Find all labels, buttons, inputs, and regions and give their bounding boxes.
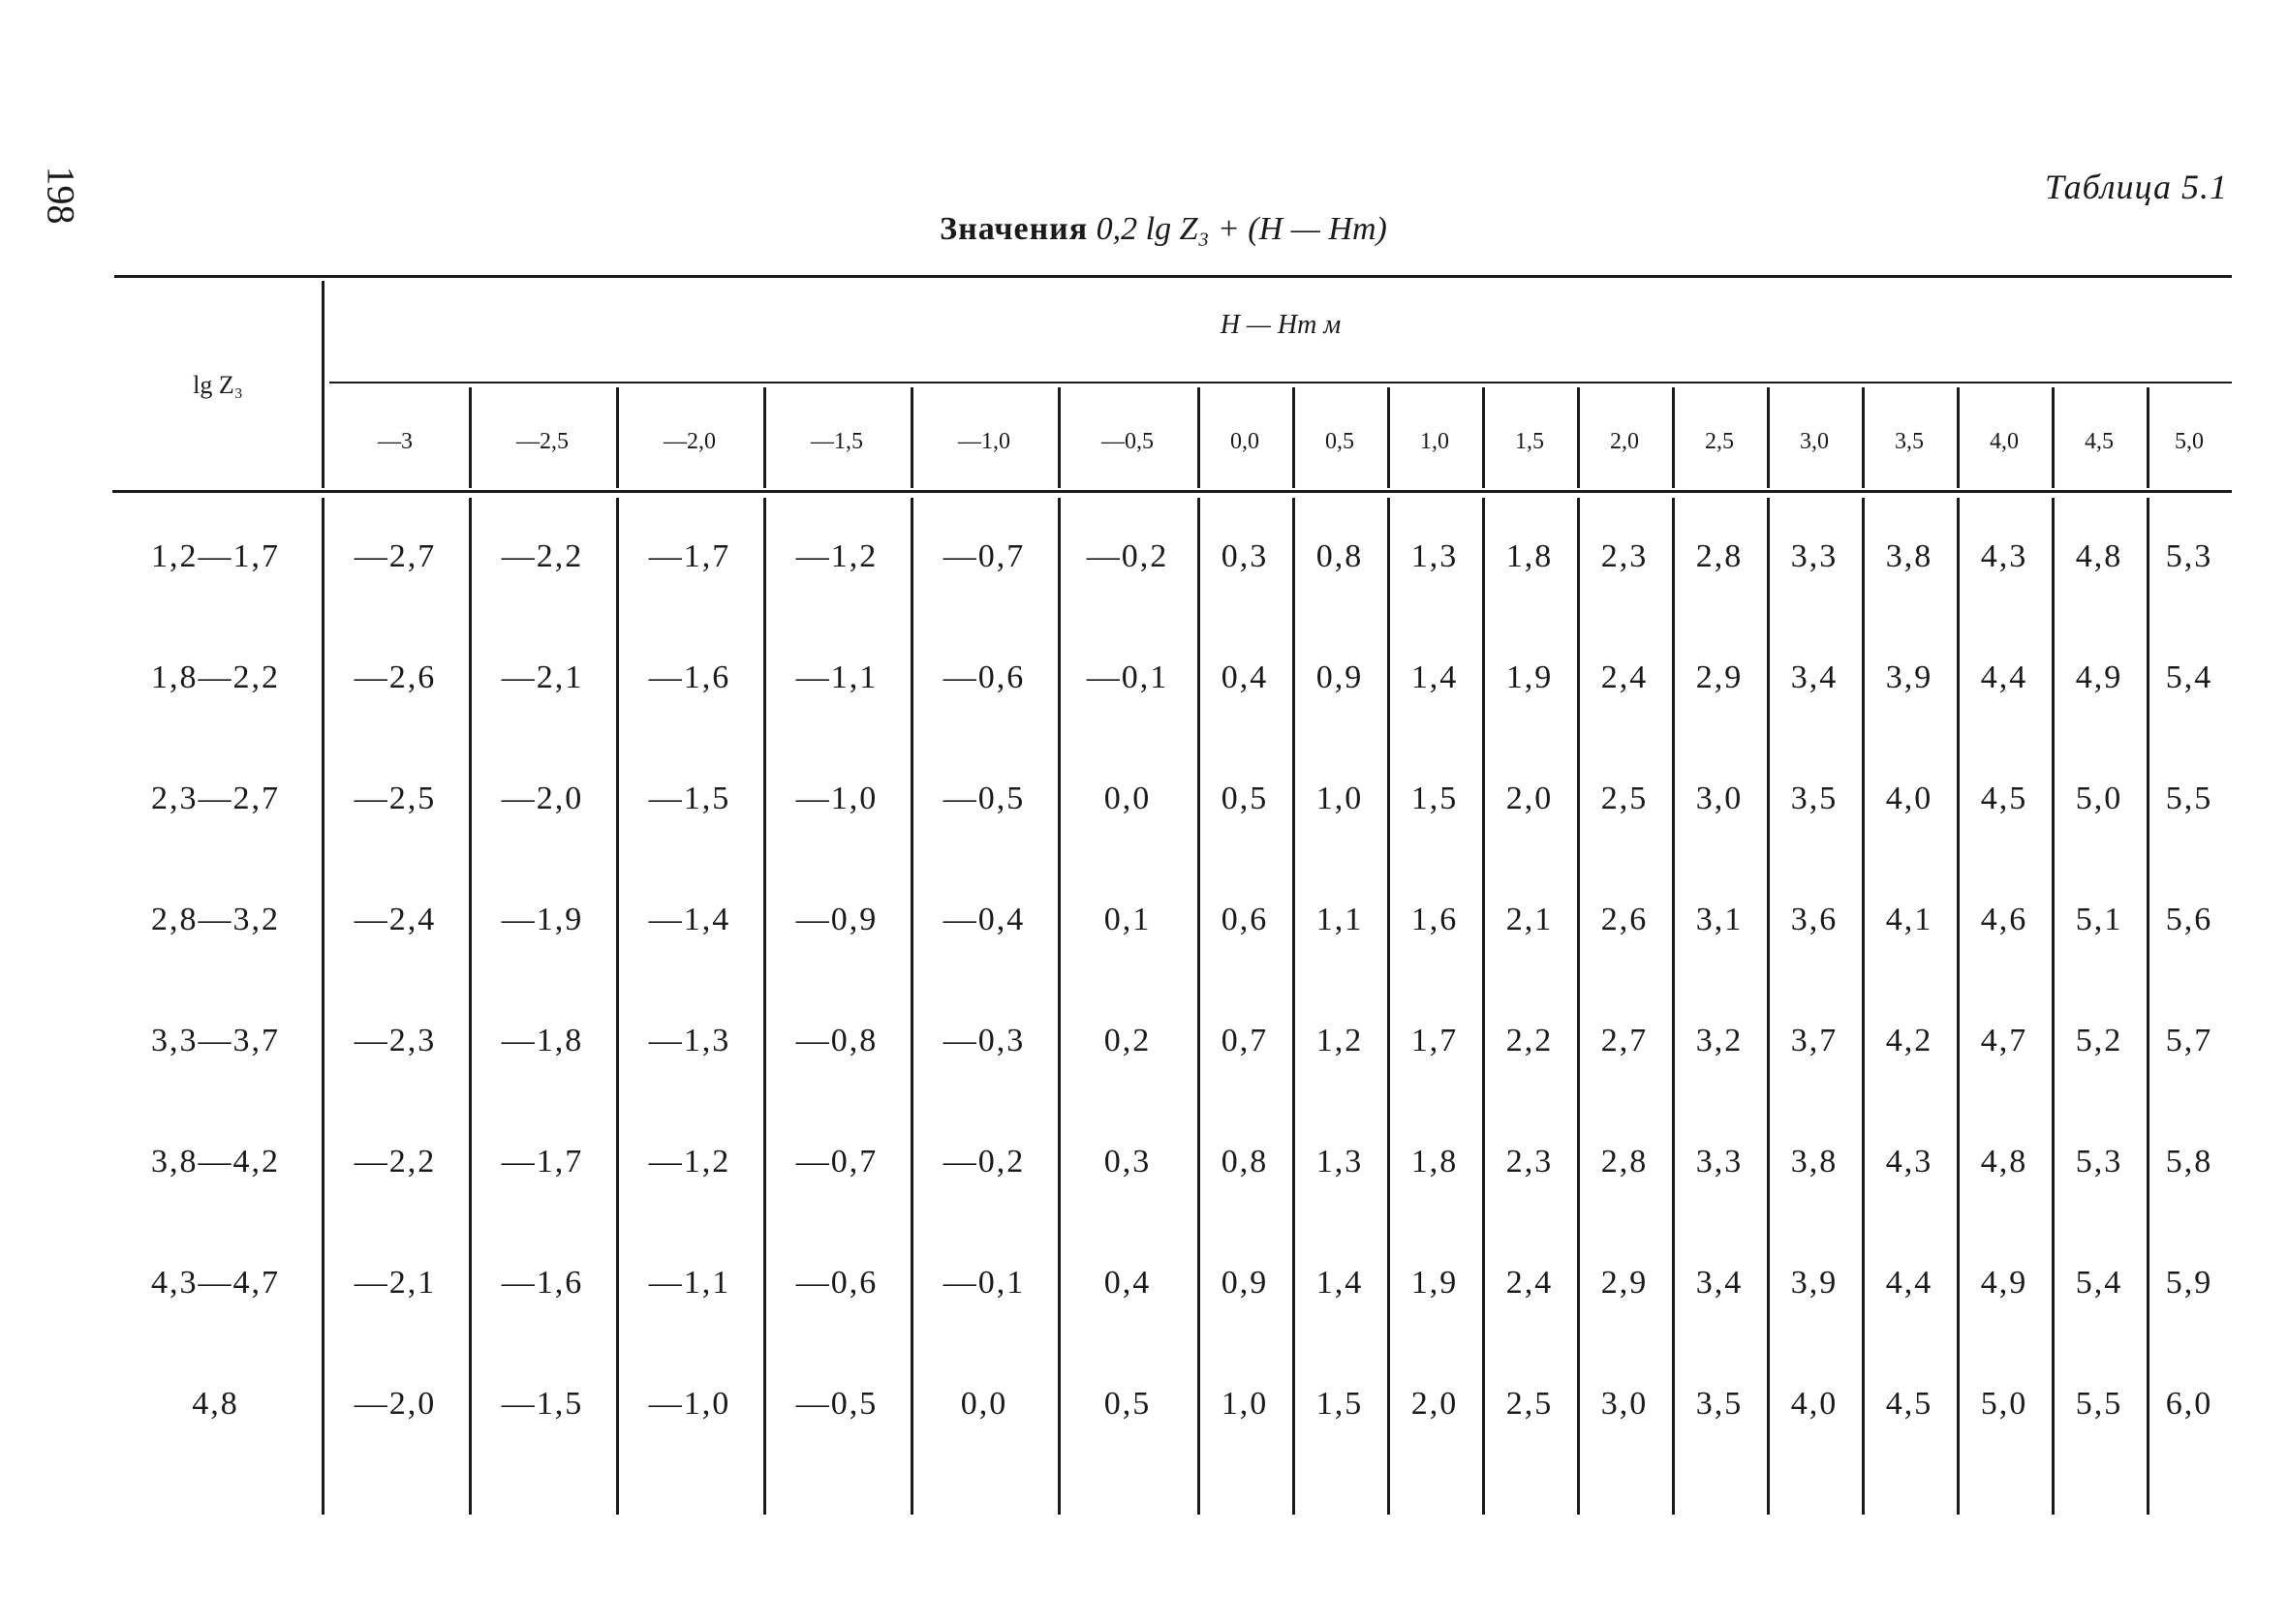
table-cell: 1,8 <box>1410 1144 1459 1180</box>
column-header: 0,0 <box>1230 429 1259 454</box>
table-top-rule <box>114 275 2232 278</box>
table-cell: 0,6 <box>1221 902 1269 937</box>
table-cell: 3,4 <box>1695 1265 1744 1301</box>
table-cell: 4,0 <box>1885 781 1933 816</box>
table-cell: —2,3 <box>354 1023 437 1058</box>
table-cell: 3,8 <box>1790 1144 1839 1180</box>
table-cell: —0,2 <box>943 1144 1026 1180</box>
table-cell: —2,4 <box>354 902 437 937</box>
table-cell: 5,0 <box>1980 1386 2028 1422</box>
table-cell: 2,5 <box>1505 1386 1554 1422</box>
table-cell: —0,1 <box>1086 659 1169 695</box>
body-column-divider <box>1767 498 1770 1515</box>
table-cell: 5,4 <box>2075 1265 2123 1301</box>
body-column-divider <box>2052 498 2055 1515</box>
column-header: 3,5 <box>1895 429 1924 454</box>
table-cell: 1,7 <box>1410 1023 1459 1058</box>
column-header: 4,0 <box>1990 429 2019 454</box>
table-cell: 3,1 <box>1695 902 1744 937</box>
table-cell: —0,6 <box>943 659 1026 695</box>
table-cell: 1,4 <box>1410 659 1459 695</box>
body-column-divider <box>1197 498 1200 1515</box>
table-cell: 4,2 <box>1885 1023 1933 1058</box>
table-cell: 1,9 <box>1505 659 1554 695</box>
table-cell: 4,9 <box>2075 659 2123 695</box>
body-column-divider <box>1862 498 1865 1515</box>
table-cell: 5,2 <box>2075 1023 2123 1058</box>
table-cell: 2,3 <box>1505 1144 1554 1180</box>
table-cell: 2,0 <box>1410 1386 1459 1422</box>
table-cell: —2,1 <box>501 659 584 695</box>
table-cell: —2,6 <box>354 659 437 695</box>
table-cell: —1,5 <box>501 1386 584 1422</box>
table-cell: 3,3 <box>1695 1144 1744 1180</box>
table-cell: —1,6 <box>501 1265 584 1301</box>
table-cell: 5,3 <box>2165 538 2213 574</box>
table-cell: 0,0 <box>1103 781 1152 816</box>
table-cell: 3,2 <box>1695 1023 1744 1058</box>
table-cell: 0,3 <box>1103 1144 1152 1180</box>
body-column-divider <box>1957 498 1960 1515</box>
table-cell: —0,3 <box>943 1023 1026 1058</box>
table-cell: 1,3 <box>1410 538 1459 574</box>
table-cell: 1,0 <box>1315 781 1364 816</box>
table-title <box>0 211 2288 248</box>
table-cell: 4,3 <box>1980 538 2028 574</box>
table-cell: —2,5 <box>354 781 437 816</box>
row-label: 3,3—3,7 <box>151 1023 280 1058</box>
table-cell: —0,2 <box>1086 538 1169 574</box>
row-label: 2,8—3,2 <box>151 902 280 937</box>
table-cell: 5,9 <box>2165 1265 2213 1301</box>
column-header: 4,5 <box>2085 429 2114 454</box>
table-cell: 3,3 <box>1790 538 1839 574</box>
table-cell: 2,7 <box>1600 1023 1649 1058</box>
table-cell: —1,9 <box>501 902 584 937</box>
body-column-divider <box>763 498 766 1515</box>
table-cell: 5,8 <box>2165 1144 2213 1180</box>
table-cell: —2,0 <box>501 781 584 816</box>
table-cell: 1,1 <box>1315 902 1364 937</box>
column-header: —3 <box>378 429 413 454</box>
body-column-divider <box>469 498 472 1515</box>
table-cell: 2,9 <box>1695 659 1744 695</box>
table-cell: 1,8 <box>1505 538 1554 574</box>
table-cell: 3,9 <box>1790 1265 1839 1301</box>
table-cell: 5,0 <box>2075 781 2123 816</box>
column-header: 5,0 <box>2175 429 2204 454</box>
column-header: 2,5 <box>1705 429 1734 454</box>
table-cell: 0,4 <box>1221 659 1269 695</box>
table-cell: —2,1 <box>354 1265 437 1301</box>
table-cell: 1,0 <box>1221 1386 1269 1422</box>
table-cell: —1,5 <box>648 781 731 816</box>
table-cell: 3,0 <box>1695 781 1744 816</box>
table-cell: 0,9 <box>1221 1265 1269 1301</box>
table-cell: —0,1 <box>943 1265 1026 1301</box>
table-cell: 0,5 <box>1103 1386 1152 1422</box>
body-column-divider <box>1292 498 1295 1515</box>
table-cell: —0,5 <box>795 1386 879 1422</box>
table-cell: 1,3 <box>1315 1144 1364 1180</box>
column-header: —0,5 <box>1101 429 1154 454</box>
column-header: 2,0 <box>1610 429 1639 454</box>
table-cell: 2,6 <box>1600 902 1649 937</box>
table-cell: 2,1 <box>1505 902 1554 937</box>
table-label: Таблица 5.1 <box>2044 168 2228 206</box>
table-cell: 2,4 <box>1505 1265 1554 1301</box>
table-cell: 1,5 <box>1315 1386 1364 1422</box>
table-cell: 0,7 <box>1221 1023 1269 1058</box>
row-label: 2,3—2,7 <box>151 781 280 816</box>
table-cell: 2,2 <box>1505 1023 1554 1058</box>
row-label: 3,8—4,2 <box>151 1144 280 1180</box>
table-cell: 5,1 <box>2075 902 2123 937</box>
table-cell: 4,5 <box>1885 1386 1933 1422</box>
table-title-lead: Значения <box>940 211 1089 247</box>
table-cell: 5,6 <box>2165 902 2213 937</box>
table-cell: 4,3 <box>1885 1144 1933 1180</box>
table-cell: 0,0 <box>960 1386 1008 1422</box>
body-column-divider <box>1058 498 1061 1515</box>
table-cell: 5,4 <box>2165 659 2213 695</box>
table-cell: 2,9 <box>1600 1265 1649 1301</box>
table-header-sub-rule <box>329 382 2232 383</box>
table-cell: 0,2 <box>1103 1023 1152 1058</box>
group-header: H — Hт м <box>1220 310 1342 340</box>
table-cell: —1,8 <box>501 1023 584 1058</box>
column-header: 1,5 <box>1515 429 1544 454</box>
table-cell: —1,2 <box>648 1144 731 1180</box>
table-cell: 3,5 <box>1695 1386 1744 1422</box>
table-cell: 2,8 <box>1695 538 1744 574</box>
table-cell: —1,3 <box>648 1023 731 1058</box>
table-cell: —1,0 <box>648 1386 731 1422</box>
table-cell: 1,5 <box>1410 781 1459 816</box>
table-cell: 5,5 <box>2075 1386 2123 1422</box>
table-cell: 5,5 <box>2165 781 2213 816</box>
table-cell: 3,9 <box>1885 659 1933 695</box>
table-cell: 4,4 <box>1885 1265 1933 1301</box>
table-cell: 3,0 <box>1600 1386 1649 1422</box>
table-cell: 3,8 <box>1885 538 1933 574</box>
row-label: 1,2—1,7 <box>151 538 280 574</box>
column-header: 1,0 <box>1420 429 1449 454</box>
table-cell: 2,5 <box>1600 781 1649 816</box>
column-header: 0,5 <box>1325 429 1354 454</box>
table-cell: 2,4 <box>1600 659 1649 695</box>
table-cell: —1,7 <box>501 1144 584 1180</box>
row-label: 1,8—2,2 <box>151 659 280 695</box>
body-column-divider <box>911 498 913 1515</box>
table-cell: 0,3 <box>1221 538 1269 574</box>
table-cell: 4,7 <box>1980 1023 2028 1058</box>
table-cell: 1,6 <box>1410 902 1459 937</box>
table-title-formula: 0,2 lg Z₃ + (H — Hт) <box>1096 211 1387 247</box>
table-cell: 2,8 <box>1600 1144 1649 1180</box>
body-column-divider <box>1482 498 1485 1515</box>
table-cell: —1,4 <box>648 902 731 937</box>
table-cell: 0,8 <box>1221 1144 1269 1180</box>
table-header-bottom-rule <box>112 490 2232 493</box>
table-cell: —1,2 <box>795 538 879 574</box>
column-header: 3,0 <box>1800 429 1829 454</box>
table-cell: —0,7 <box>943 538 1026 574</box>
table-cell: 4,8 <box>1980 1144 2028 1180</box>
table-cell: 0,8 <box>1315 538 1364 574</box>
table-cell: —1,7 <box>648 538 731 574</box>
table-cell: —1,1 <box>648 1265 731 1301</box>
table-cell: —1,0 <box>795 781 879 816</box>
table-cell: 1,9 <box>1410 1265 1459 1301</box>
table-cell: —2,7 <box>354 538 437 574</box>
row-label: 4,3—4,7 <box>151 1265 280 1301</box>
body-column-divider <box>616 498 619 1515</box>
table-cell: —0,5 <box>943 781 1026 816</box>
table-cell: —0,7 <box>795 1144 879 1180</box>
table-cell: 1,4 <box>1315 1265 1364 1301</box>
table-cell: 2,0 <box>1505 781 1554 816</box>
table-cell: —2,2 <box>501 538 584 574</box>
table-cell: 0,9 <box>1315 659 1364 695</box>
column-header: —2,0 <box>664 429 716 454</box>
table-cell: 0,4 <box>1103 1265 1152 1301</box>
column-header: —1,5 <box>811 429 863 454</box>
table-cell: —1,1 <box>795 659 879 695</box>
table-cell: 4,6 <box>1980 902 2028 937</box>
body-column-divider <box>1672 498 1675 1515</box>
row-label: 4,8 <box>192 1386 239 1422</box>
table-cell: 4,8 <box>2075 538 2123 574</box>
table-cell: 3,7 <box>1790 1023 1839 1058</box>
body-column-divider <box>1387 498 1390 1515</box>
page-number: 198 <box>39 166 83 225</box>
column-header: —1,0 <box>958 429 1010 454</box>
table-cell: 5,7 <box>2165 1023 2213 1058</box>
table-cell: 0,1 <box>1103 902 1152 937</box>
body-column-divider <box>1577 498 1580 1515</box>
table-cell: 3,5 <box>1790 781 1839 816</box>
body-column-divider <box>322 498 325 1515</box>
table-cell: 2,3 <box>1600 538 1649 574</box>
table-cell: —1,6 <box>648 659 731 695</box>
table-cell: —2,2 <box>354 1144 437 1180</box>
table-cell: —0,4 <box>943 902 1026 937</box>
table-cell: —0,8 <box>795 1023 879 1058</box>
table-cell: 4,5 <box>1980 781 2028 816</box>
table-cell: —0,9 <box>795 902 879 937</box>
table-cell: 0,5 <box>1221 781 1269 816</box>
stub-header: lg Z₃ <box>193 371 243 399</box>
table-cell: 6,0 <box>2165 1386 2213 1422</box>
table-cell: 4,1 <box>1885 902 1933 937</box>
table-cell: —2,0 <box>354 1386 437 1422</box>
table-cell: —0,6 <box>795 1265 879 1301</box>
table-cell: 4,9 <box>1980 1265 2028 1301</box>
table-cell: 4,0 <box>1790 1386 1839 1422</box>
table-cell: 4,4 <box>1980 659 2028 695</box>
body-column-divider <box>2147 498 2149 1515</box>
table-cell: 5,3 <box>2075 1144 2123 1180</box>
table-cell: 3,4 <box>1790 659 1839 695</box>
table-cell: 1,2 <box>1315 1023 1364 1058</box>
column-header: —2,5 <box>516 429 569 454</box>
table-cell: 3,6 <box>1790 902 1839 937</box>
